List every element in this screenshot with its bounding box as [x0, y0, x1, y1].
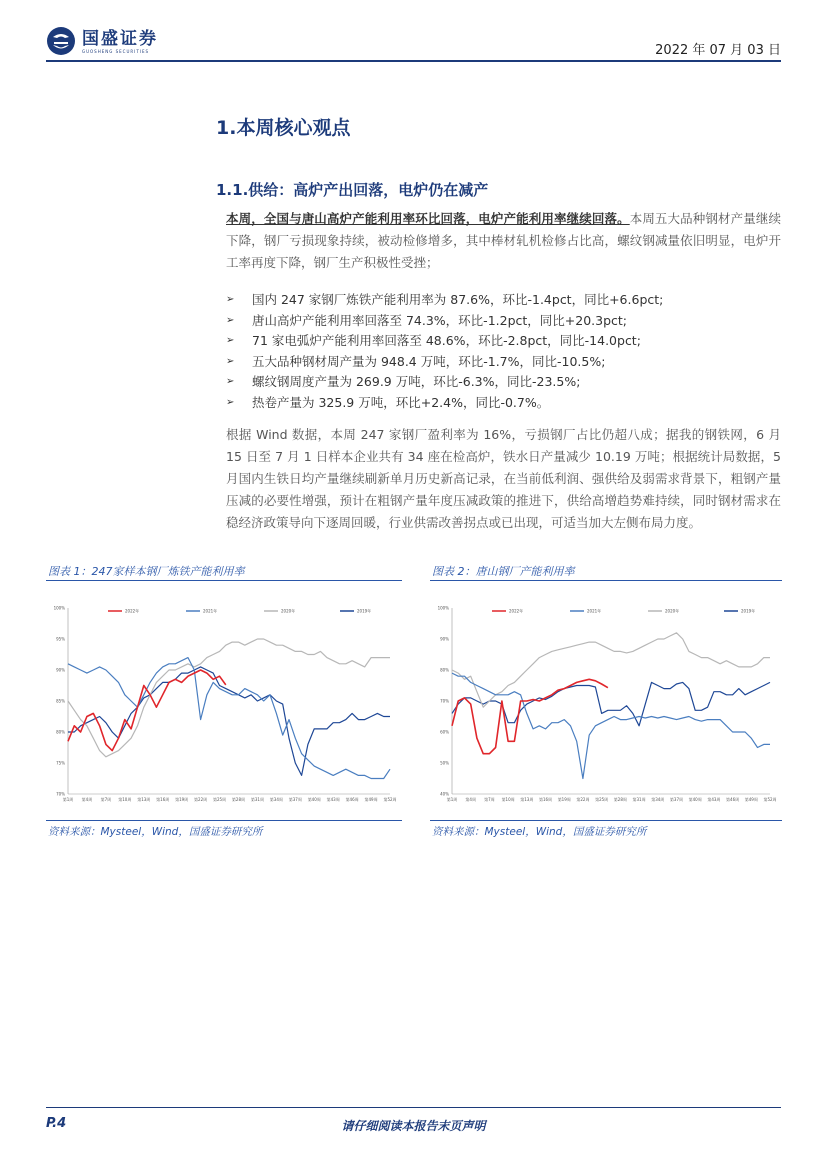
report-date: 2022 年 07 月 03 日 [655, 43, 781, 58]
figure-2-top-rule [430, 580, 782, 581]
figure-1-chart [46, 596, 402, 811]
y-tick-label: 100% [437, 605, 449, 611]
series-line [452, 673, 770, 778]
y-tick-label: 90% [56, 667, 65, 673]
arrow-bullet-icon: ➢ [226, 396, 235, 408]
figure-2-chart [430, 596, 782, 811]
series-line [68, 658, 390, 779]
x-tick-label: 第7周 [484, 797, 495, 802]
series-line [452, 633, 770, 707]
x-tick-label: 第4周 [465, 797, 476, 802]
x-tick-label: 第1周 [62, 797, 74, 802]
legend-label: 2022年 [125, 608, 140, 614]
footer-disclaimer: 请仔细阅读本报告末页声明 [341, 1119, 486, 1133]
figure-1-top-rule [46, 580, 402, 581]
x-tick-label: 第25周 [212, 797, 227, 802]
x-tick-label: 第52周 [383, 797, 397, 802]
list-item: ➢ 唐山高炉产能利用率回落至 74.3%，环比-1.2pct，同比+20.3pct; [226, 311, 786, 332]
legend-label: 2019年 [357, 608, 372, 614]
list-item: ➢ 螺纹钢周度产量为 269.9 万吨，环比-6.3%，同比-23.5%; [226, 372, 786, 393]
y-tick-label: 70% [440, 698, 449, 704]
x-tick-label: 第4周 [81, 797, 93, 802]
x-tick-label: 第43周 [707, 797, 721, 802]
figure-1-bottom-rule [46, 820, 402, 821]
legend-label: 2022年 [509, 608, 524, 614]
figure-1-title: 图表 1：247家样本钢厂炼铁产能利用率 [48, 565, 245, 578]
x-tick-label: 第16周 [538, 797, 553, 802]
arrow-bullet-icon: ➢ [226, 335, 235, 347]
list-item: ➢ 热卷产量为 325.9 万吨，环比+2.4%，同比-0.7%。 [226, 393, 786, 414]
section-title: 1.本周核心观点 [216, 117, 351, 139]
arrow-bullet-icon: ➢ [226, 376, 235, 388]
legend-label: 2019年 [741, 608, 756, 614]
legend-label: 2020年 [281, 608, 296, 614]
x-tick-label: 第13周 [520, 797, 534, 802]
x-tick-label: 第7周 [100, 797, 112, 802]
y-tick-label: 40% [440, 791, 449, 797]
series-line [68, 639, 390, 757]
x-tick-label: 第49周 [744, 797, 758, 802]
legend-label: 2021年 [203, 608, 218, 614]
y-tick-label: 70% [56, 791, 65, 797]
figure-2-title: 图表 2：唐山钢厂产能利用率 [432, 565, 575, 578]
x-tick-label: 第31周 [250, 797, 264, 802]
x-tick-label: 第16周 [156, 797, 170, 802]
figure-1-source: 资料来源：Mysteel，Wind，国盛证券研究所 [48, 826, 263, 838]
x-tick-label: 第43周 [326, 797, 340, 802]
x-tick-label: 第37周 [669, 797, 684, 802]
company-name: 国盛证券 [82, 28, 158, 49]
y-tick-label: 85% [56, 698, 65, 704]
header-divider [46, 60, 781, 62]
x-tick-label: 第10周 [501, 797, 515, 802]
x-tick-label: 第28周 [231, 797, 246, 802]
y-tick-label: 95% [56, 636, 65, 642]
x-tick-label: 第28周 [613, 797, 627, 802]
figure-2-source: 资料来源：Mysteel，Wind，国盛证券研究所 [432, 826, 647, 838]
x-tick-label: 第46周 [726, 797, 740, 802]
x-tick-label: 第37周 [288, 797, 302, 802]
y-tick-label: 75% [56, 760, 65, 766]
figure-2-bottom-rule [430, 820, 782, 821]
x-tick-label: 第19周 [175, 797, 189, 802]
x-tick-label: 第31周 [632, 797, 646, 802]
x-tick-label: 第25周 [595, 797, 609, 802]
footer-divider [46, 1107, 781, 1108]
x-tick-label: 第40周 [307, 797, 321, 802]
y-tick-label: 100% [53, 605, 65, 611]
series-line [452, 679, 608, 753]
page-number: P.4 [46, 1116, 67, 1131]
y-tick-label: 80% [56, 729, 65, 735]
arrow-bullet-icon: ➢ [226, 355, 235, 367]
analysis-paragraph: 根据 Wind 数据，本周 247 家钢厂盈利率为 16%，亏损钢厂占比仍超八成；据我的钢铁网，6 月 15 日至 7 月 1 日样本企业共有 34 座在检高炉，铁水日产量减少 10.19 万吨；根据统计局数据，5 月国内生铁日均产量继续刷新单月历史新高记录，在当前低利润、强供给及弱需求背景下，粗钢产量压减的必要性增强，预计在粗钢产量年度压减政策的推进下，供给高增趋势难持续，同时钢材需求在稳经济政策导向下逐周回暖，行业供需改善拐点或已出现，可适当加大左侧布局力度。 [226, 427, 781, 530]
summary-lead: 本周，全国与唐山高炉产能利用率环比回落，电炉产能利用率继续回落。 [226, 211, 630, 226]
y-tick-label: 90% [440, 636, 449, 642]
x-tick-label: 第34周 [269, 797, 283, 802]
y-tick-label: 60% [440, 729, 449, 735]
arrow-bullet-icon: ➢ [226, 314, 235, 326]
series-line [68, 667, 390, 776]
list-item: ➢ 五大品种钢材周产量为 948.4 万吨，环比-1.7%，同比-10.5%; [226, 352, 786, 373]
section-subtitle: 1.1.供给：高炉产出回落，电炉仍在减产 [216, 181, 489, 199]
company-logo-icon [46, 26, 76, 56]
key-metrics-list [226, 290, 786, 414]
x-tick-label: 第49周 [364, 797, 378, 802]
x-tick-label: 第10周 [118, 797, 132, 802]
x-tick-label: 第46周 [345, 797, 359, 802]
arrow-bullet-icon: ➢ [226, 294, 235, 305]
x-tick-label: 第22周 [194, 797, 208, 802]
legend-label: 2021年 [587, 608, 602, 614]
company-name-en: GUOSHENG SECURITIES [82, 48, 150, 54]
x-tick-label: 第1周 [446, 797, 458, 802]
x-tick-label: 第52周 [763, 797, 777, 802]
legend-label: 2020年 [665, 608, 680, 614]
company-logo [46, 26, 158, 56]
x-tick-label: 第34周 [651, 797, 665, 802]
list-item: ➢ 国内 247 家钢厂炼铁产能利用率为 87.6%，环比-1.4pct，同比+6.6pct; [226, 290, 786, 311]
y-tick-label: 80% [440, 667, 449, 673]
y-tick-label: 50% [440, 760, 449, 766]
summary-body: 本周五大品种钢材产量继续下降，钢厂亏损现象持续，被动检修增多，其中棒材轧机检修占比高，螺纹钢减量依旧明显，电炉开工率再度下降，钢厂生产积极性受挫； [226, 211, 781, 270]
series-line [68, 670, 226, 751]
list-item: ➢ 71 家电弧炉产能利用率回落至 48.6%，环比-2.8pct，同比-14.0pct; [226, 331, 786, 352]
x-tick-label: 第40周 [688, 797, 702, 802]
x-tick-label: 第13周 [137, 797, 151, 802]
summary-paragraph [226, 208, 781, 274]
x-tick-label: 第19周 [557, 797, 571, 802]
x-tick-label: 第22周 [576, 797, 590, 802]
